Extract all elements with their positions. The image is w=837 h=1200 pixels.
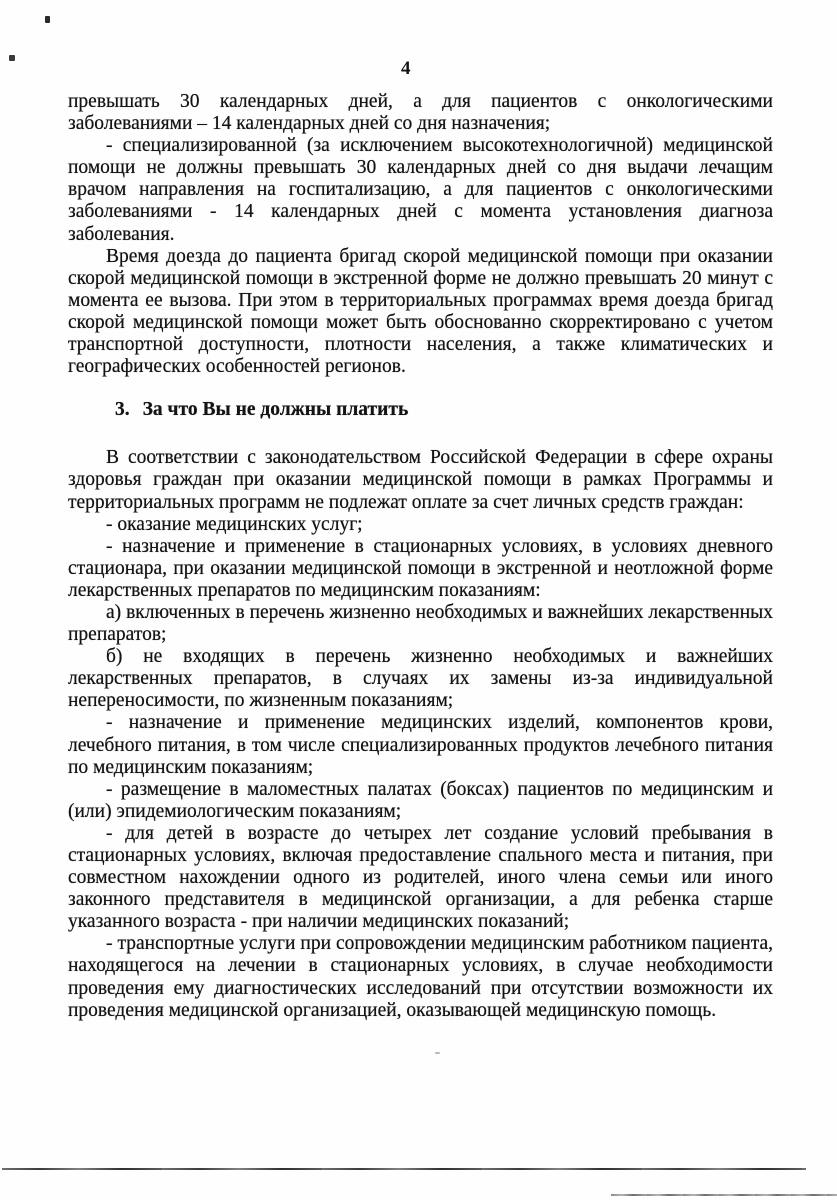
scan-artifact-line-corner: [611, 1194, 837, 1196]
scan-speckle: [435, 1052, 440, 1054]
scan-artifact-line: [2, 1168, 806, 1170]
document-text-block: [68, 91, 773, 1022]
paragraph-continuation: превышать 30 календарных дней, а для пациентов с онкологическими заболеваниями – 14 календарных дней со дня назначения;: [68, 91, 773, 135]
list-item: - транспортные услуги при сопровождении медицинским работником пациента, находящегося на лечении в стационарных условиях, в случае необходимости проведения ему диагностических исследований при отсутствии возможности их проведения медицинской организацией, оказывающей медицинскую помощь.: [68, 933, 773, 1021]
list-item: - оказание медицинских услуг;: [106, 513, 363, 535]
list-item: - назначение и применение в стационарных условиях, в условиях дневного стационара, при оказании медицинской помощи в экстренной и неотложной форме лекарственных препаратов по медицинским показаниям:: [68, 535, 773, 601]
list-item-sub: а) включенных в перечень жизненно необходимых и важнейших лекарственных препаратов;: [68, 601, 773, 646]
paragraph: В соответствии с законодательством Российской Федерации в сфере охраны здоровья граждан при оказании медицинской помощи в рамках Программы и территориальных программ не подлежат оплате за счет личных средств граждан:: [68, 447, 773, 513]
scan-speckle: [45, 16, 50, 23]
list-item: - размещение в маломестных палатах (боксах) пациентов по медицинским и (или) эпидемиологическим показаниям;: [68, 778, 773, 822]
section-heading-number: 3.: [115, 399, 130, 421]
section-heading: [68, 399, 773, 421]
list-item-sub: б) не входящих в перечень жизненно необходимых и важнейших лекарственных препаратов, в случаях их замены из-за индивидуальной непереносимости, по жизненным показаниям;: [68, 646, 773, 712]
list-item: - назначение и применение медицинских изделий, компонентов крови, лечебного питания, в том числе специализированных продуктов лечебного питания по медицинским показаниям;: [68, 712, 773, 778]
list-item: - для детей в возрасте до четырех лет создание условий пребывания в стационарных условиях, включая предоставление спального места и питания, при совместном нахождении одного из родителей, иного члена семьи или иного законного представителя в медицинской организации, а для ребенка старше указанного возраста - при наличии медицинских показаний;: [68, 822, 773, 933]
page-number: 4: [401, 58, 411, 79]
paragraph: - специализированной (за исключением высокотехнологичной) медицинской помощи не должны превышать 30 календарных дней со дня выдачи лечащим врачом направления на госпитализацию, а для пациентов с онкологическими заболеваниями - 14 календарных дней с момента установления диагноза заболевания.: [68, 135, 773, 245]
section-heading-title: За что Вы не должны платить: [142, 399, 409, 421]
paragraph: Время доезда до пациента бригад скорой медицинской помощи при оказании скорой медицинской помощи в экстренной форме не должно превышать 20 минут с момента ее вызова. При этом в территориальных программах время доезда бригад скорой медицинской помощи может быть обоснованно скорректировано с учетом транспортной доступности, плотности населения, а также климатических и географических особенностей регионов.: [68, 245, 773, 378]
